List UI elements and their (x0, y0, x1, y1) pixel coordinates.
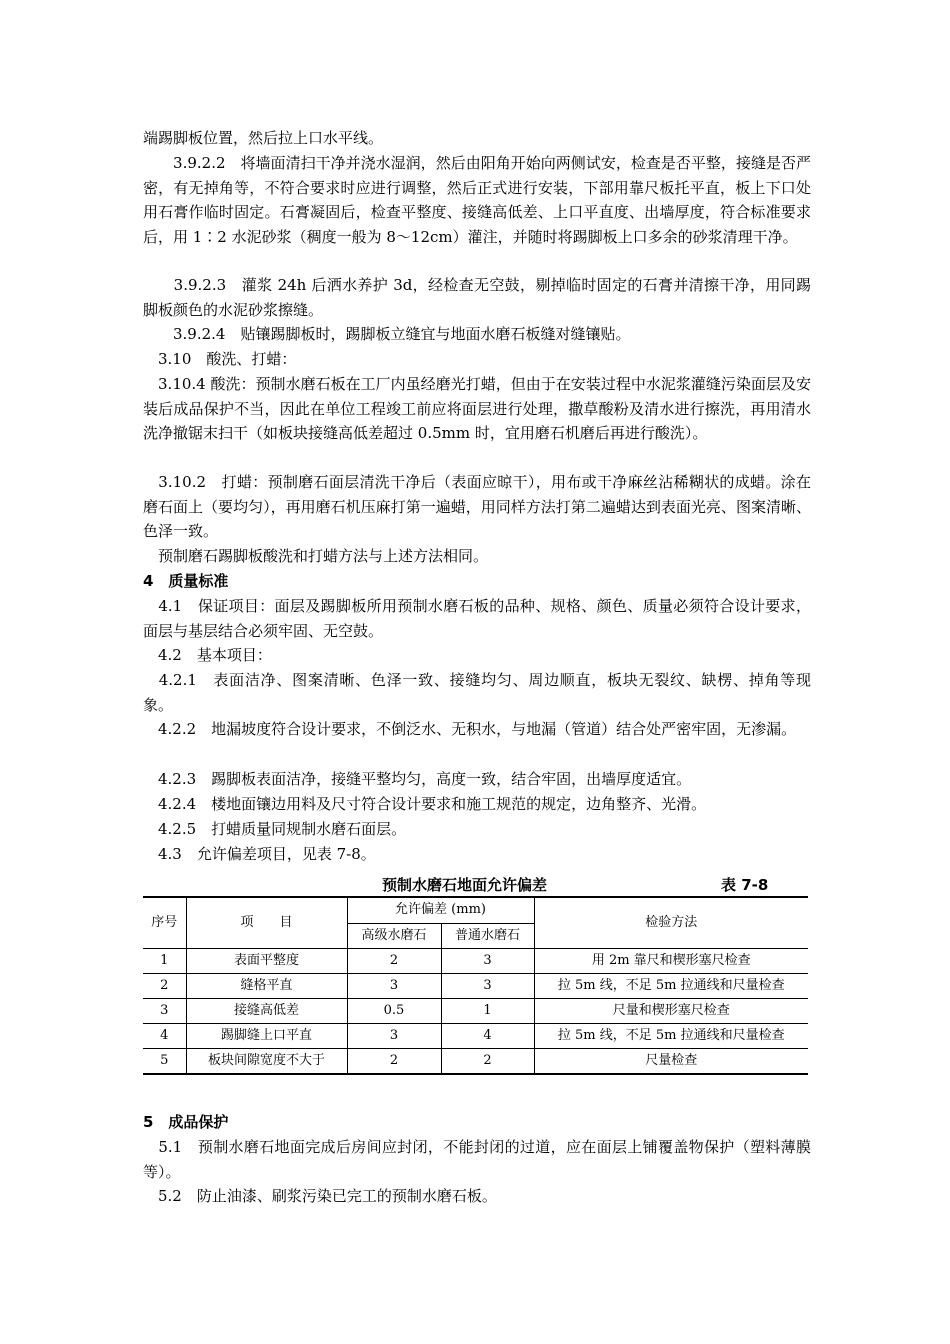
cell-high: 2 (347, 1049, 441, 1075)
paragraph: 4.3 允许偏差项目，见表 7-8。 (143, 845, 376, 863)
section-heading: 4 质量标准 (143, 572, 229, 590)
paragraph: 4.2.2 地漏坡度符合设计要求，不倒泛水、无积水，与地漏（管道）结合处严密牢固，无渗漏。 (143, 720, 797, 738)
cell-normal: 3 (441, 974, 534, 999)
paragraph: 端踢脚板位置，然后拉上口水平线。 (143, 129, 384, 147)
cell-item: 缝格平直 (186, 974, 347, 999)
paragraph: 3.9.2.2 将墙面清扫干净并浇水湿润，然后由阳角开始向两侧试安，检查是否平整，接缝是否严密，有无掉角等，不符合要求时应进行调整，然后正式进行安装，下部用靠尺板托平直，板上下口处用石膏作临时固定。石膏凝固后，检查平整度、接缝高低差、上口平直度、出墙厚度，符合标准要求后，用 1∶2 水泥砂浆（稠度一般为 8～12cm）灌注，并随时将踢脚板上口多余的砂浆清理干净。 (143, 154, 811, 246)
cell-high: 2 (347, 949, 441, 974)
header-normal: 普通水磨石 (441, 923, 534, 949)
cell-method: 拉 5m 线，不足 5m 拉通线和尺量检查 (534, 974, 808, 999)
paragraph: 4.2.5 打蜡质量同规制水磨石面层。 (143, 820, 407, 838)
cell-seq: 3 (143, 999, 186, 1024)
paragraph: 3.9.2.3 灌浆 24h 后洒水养护 3d，经检查无空鼓，剔掉临时固定的石膏并清擦干净，用同踢脚板颜色的水泥砂浆擦缝。 (143, 276, 811, 319)
paragraph: 3.9.2.4 贴镶踢脚板时，踢脚板立缝宜与地面水磨石板缝对缝镶贴。 (143, 325, 631, 343)
table-row (143, 1049, 808, 1075)
section-heading: 5 成品保护 (143, 1113, 229, 1131)
cell-item: 接缝高低差 (186, 999, 347, 1024)
paragraph: 4.2 基本项目： (143, 646, 272, 664)
paragraph: 预制磨石踢脚板酸洗和打蜡方法与上述方法相同。 (143, 547, 489, 565)
header-seq: 序号 (143, 897, 186, 949)
cell-seq: 5 (143, 1049, 186, 1075)
paragraph: 4.2.1 表面洁净、图案清晰、色泽一致、接缝均匀、周边顺直，板块无裂纹、缺楞、掉角等现象。 (143, 671, 811, 714)
cell-normal: 4 (441, 1024, 534, 1049)
header-method: 检验方法 (534, 897, 808, 949)
cell-seq: 1 (143, 949, 186, 974)
paragraph: 4.1 保证项目：面层及踢脚板所用预制水磨石板的品种、规格、颜色、质量必须符合设计要求，面层与基层结合必须牢固、无空鼓。 (143, 597, 811, 640)
cell-item: 表面平整度 (186, 949, 347, 974)
paragraph: 3.10.2 打蜡：预制磨石面层清洗干净后（表面应晾干），用布或干净麻丝沾稀糊状的成蜡。涂在磨石面上（要均匀），再用磨石机压麻打第一遍蜡，用同样方法打第二遍蜡达到表面光亮、图案清晰、色泽一致。 (143, 473, 811, 540)
header-high: 高级水磨石 (347, 923, 441, 949)
deviation-table (143, 896, 808, 1075)
table-number: 表 7-8 (721, 876, 769, 894)
cell-normal: 1 (441, 999, 534, 1024)
paragraph: 3.10.4 酸洗：预制水磨石板在工厂内虽经磨光打蜡，但由于在安装过程中水泥浆灌缝污染面层及安装后成品保护不当，因此在单位工程竣工前应将面层进行处理，撒草酸粉及清水进行擦洗，再用清水洗净撤锯末扫干（如板块接缝高低差超过 0.5mm 时，宜用磨石机磨后再进行酸洗）。 (143, 375, 811, 442)
table-row (143, 1024, 808, 1049)
table-title: 预制水磨石地面允许偏差 (382, 876, 548, 894)
table-row (143, 949, 808, 974)
paragraph: 3.10 酸洗、打蜡： (143, 350, 297, 368)
cell-item: 板块间隙宽度不大于 (186, 1049, 347, 1075)
paragraph: 4.2.3 踢脚板表面洁净，接缝平整均匀，高度一致，结合牢固，出墙厚度适宜。 (143, 770, 692, 788)
paragraph: 4.2.4 楼地面镶边用料及尺寸符合设计要求和施工规范的规定，边角整齐、光滑。 (143, 795, 707, 813)
header-item: 项 目 (186, 897, 347, 949)
cell-high: 0.5 (347, 999, 441, 1024)
cell-method: 尺量和楔形塞尺检查 (534, 999, 808, 1024)
header-tolerance: 允许偏差 (mm) (347, 897, 534, 923)
table-row (143, 974, 808, 999)
cell-normal: 2 (441, 1049, 534, 1075)
cell-high: 3 (347, 1024, 441, 1049)
cell-normal: 3 (441, 949, 534, 974)
cell-high: 3 (347, 974, 441, 999)
cell-item: 踢脚缝上口平直 (186, 1024, 347, 1049)
paragraph: 5.2 防止油漆、刷浆污染已完工的预制水磨石板。 (143, 1187, 497, 1205)
cell-method: 拉 5m 线，不足 5m 拉通线和尺量检查 (534, 1024, 808, 1049)
table-caption (143, 872, 808, 896)
cell-seq: 4 (143, 1024, 186, 1049)
paragraph: 5.1 预制水磨石地面完成后房间应封闭，不能封闭的过道，应在面层上铺覆盖物保护（塑料薄膜等）。 (143, 1138, 811, 1181)
cell-method: 用 2m 靠尺和楔形塞尺检查 (534, 949, 808, 974)
cell-method: 尺量检查 (534, 1049, 808, 1075)
cell-seq: 2 (143, 974, 186, 999)
table-row (143, 999, 808, 1024)
